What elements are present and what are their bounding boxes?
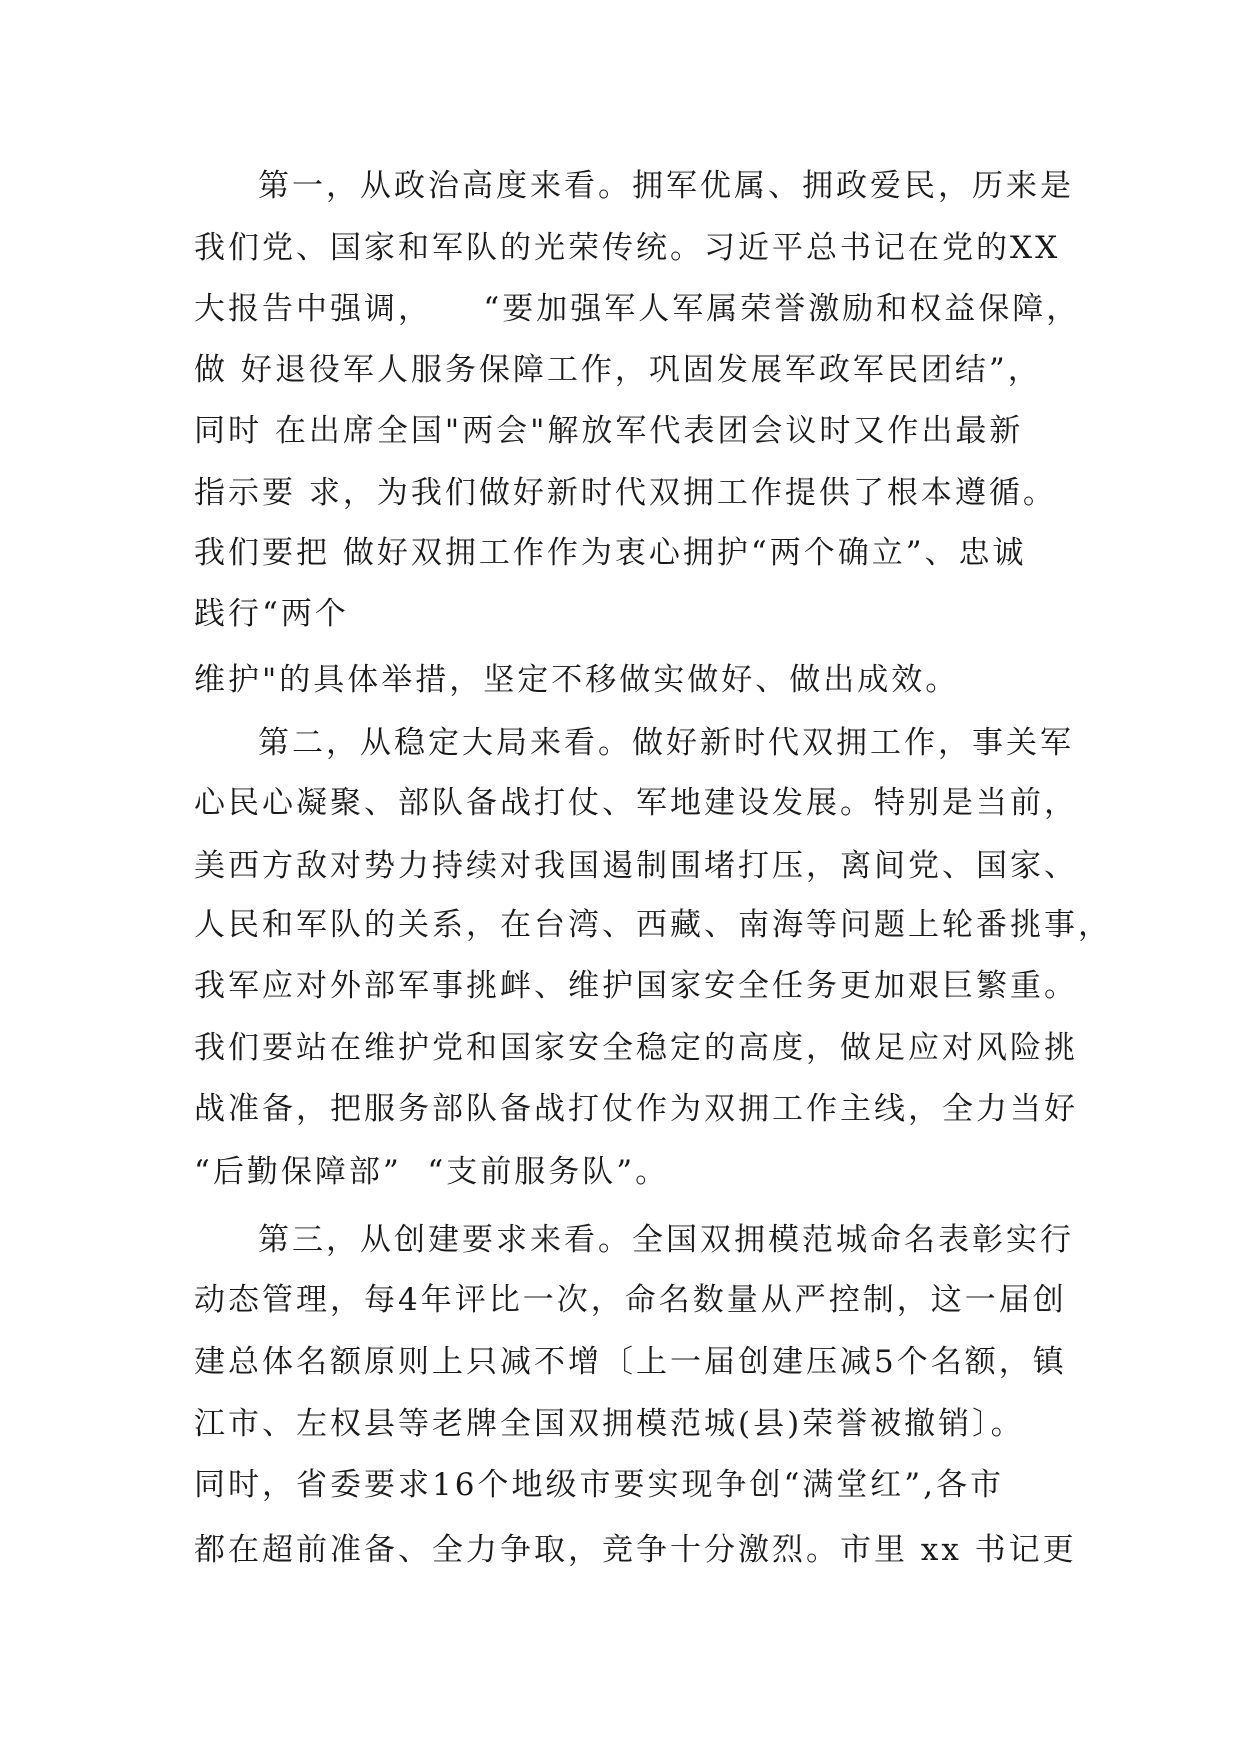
paragraph-1-line-3: 大报告中强调， “要加强军人军属荣誉激励和权益保障，	[194, 291, 1081, 327]
paragraph-3-line-6: 都在超前准备、全力争取，竞争十分激烈。市里 xx 书记更	[194, 1532, 1077, 1568]
paragraph-1-line-9: 维护"的具体举措，坚定不移做实做好、做出成效。	[194, 662, 960, 698]
paragraph-1-line-4: 做 好退役军人服务保障工作，巩固发展军政军民团结”，	[194, 352, 1042, 388]
paragraph-3-line-5: 同时，省委要求16个地级市要实现争创“满堂红”,各市	[194, 1467, 1004, 1503]
paragraph-1-line-6: 指示要 求，为我们做好新时代双拥工作提供了根本遵循。	[194, 475, 1057, 511]
paragraph-2-line-3: 美西方敌对势力持续对我国遏制围堵打压，离间党、国家、	[194, 848, 1078, 884]
paragraph-3-line-2: 动态管理，每4年评比一次，命名数量从严控制，这一届创	[194, 1282, 1067, 1318]
paragraph-3-line-1: 第三，从创建要求来看。全国双拥模范城命名表彰实行	[258, 1222, 1074, 1258]
paragraph-1-line-2: 我们党、国家和军队的光荣传统。习近平总书记在党的XX	[194, 230, 1061, 266]
paragraph-2-line-7: 战准备，把服务部队备战打仗作为双拥工作主线，全力当好	[194, 1091, 1078, 1127]
paragraph-1-line-1: 第一，从政治高度来看。拥军优属、拥政爱民，历来是	[258, 168, 1074, 204]
paragraph-2-line-4: 人民和军队的关系，在台湾、西藏、南海等问题上轮番挑事，	[194, 907, 1112, 943]
paragraph-2-line-2: 心民心凝聚、部队备战打仗、军地建设发展。特别是当前，	[194, 785, 1078, 821]
paragraph-1-line-7: 我们要把 做好双拥工作作为衷心拥护“两个确立”、忠诚	[194, 535, 1027, 571]
paragraph-3-line-3: 建总体名额原则上只减不增〔上一届创建压减5个名额，镇	[194, 1344, 1067, 1380]
paragraph-3-line-4: 江市、左权县等老牌全国双拥模范城(县)荣誉被撤销〕。	[194, 1406, 1025, 1442]
paragraph-1-line-5: 同时 在出席全国"两会"解放军代表团会议时又作出最新	[194, 413, 1024, 449]
paragraph-2-line-8: “后勤保障部” “支前服务队”。	[194, 1154, 670, 1190]
paragraph-2-line-5: 我军应对外部军事挑衅、维护国家安全任务更加艰巨繁重。	[194, 968, 1078, 1004]
paragraph-1-line-8: 践行“两个	[194, 596, 349, 632]
paragraph-2-line-1: 第二，从稳定大局来看。做好新时代双拥工作，事关军	[258, 725, 1074, 761]
paragraph-2-line-6: 我们要站在维护党和国家安全稳定的高度，做足应对风险挑	[194, 1030, 1078, 1066]
